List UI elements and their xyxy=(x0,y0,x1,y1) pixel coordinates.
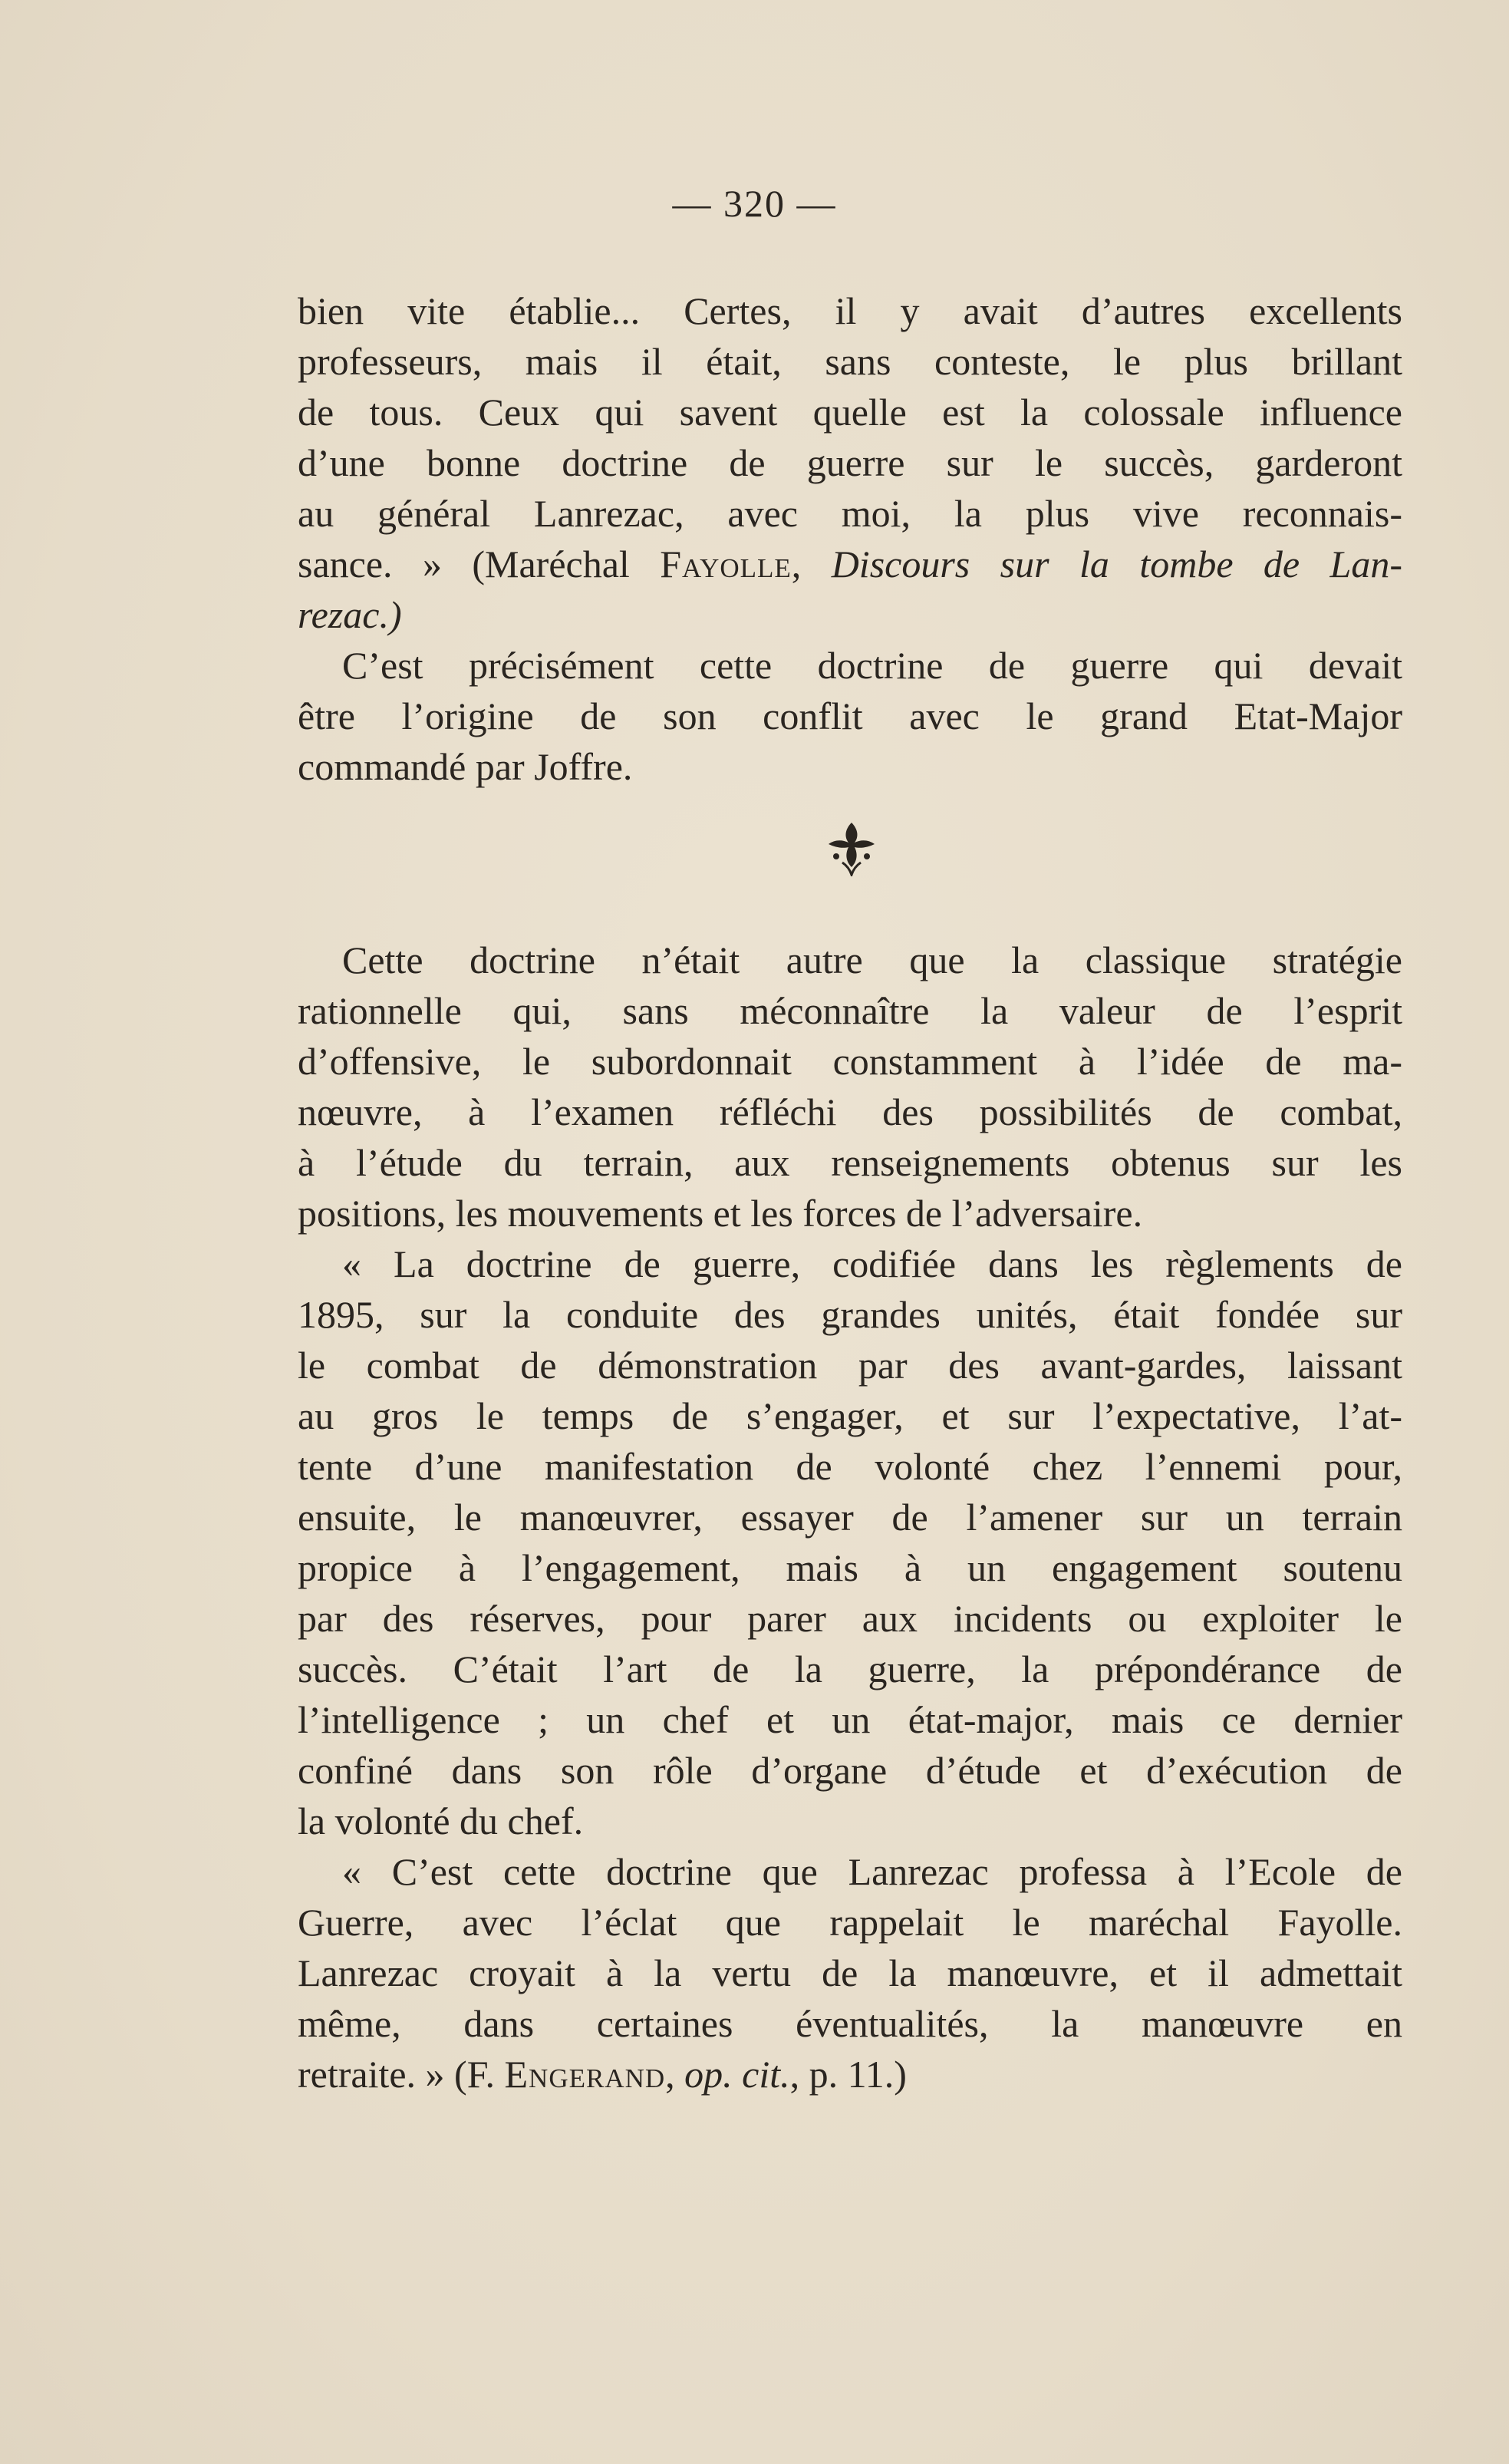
text-line: tente d’une manifestation de volonté chez l’ennemi pour, xyxy=(298,1445,1402,1488)
text-line: d’offensive, le subordonnait constamment à l’idée de ma- xyxy=(298,1040,1402,1083)
text-line: propice à l’engagement, mais à un engagement soutenu xyxy=(298,1546,1402,1589)
text-line: Lanrezac croyait à la vertu de la manœuvre, et il admettait xyxy=(298,1951,1402,1994)
page-number: — 320 — xyxy=(672,182,837,225)
text-run: retraite. » (F. xyxy=(298,2053,505,2096)
text-line: succès. C’était l’art de la guerre, la prépondérance de xyxy=(298,1648,1402,1690)
text-line: « La doctrine de guerre, codifiée dans les règlements de xyxy=(342,1242,1402,1285)
text-line: le combat de démonstration par des avant-gardes, laissant xyxy=(298,1344,1402,1387)
text-line-citation xyxy=(298,539,1402,589)
fleuron-ornament-icon xyxy=(819,818,884,876)
text-line: confiné dans son rôle d’organe d’étude et d’exécution de xyxy=(298,1749,1402,1792)
text-run: , p. 11.) xyxy=(789,2053,907,2096)
text-line: l’intelligence ; un chef et un état-major, mais ce dernier xyxy=(298,1698,1402,1741)
text-run: , xyxy=(665,2053,685,2096)
text-line: de tous. Ceux qui savent quelle est la colossale influence xyxy=(298,391,1402,434)
text-line: par des réserves, pour parer aux incidents ou exploiter le xyxy=(298,1597,1402,1640)
work-title-italic: Discours sur la tombe de Lan- xyxy=(831,543,1403,585)
text-line: à l’étude du terrain, aux renseignements obtenus sur les xyxy=(298,1141,1402,1184)
text-line: être l’origine de son conflit avec le grand Etat-Major xyxy=(298,694,1402,737)
reference-italic: op. cit. xyxy=(684,2053,790,2096)
text-line: au gros le temps de s’engager, et sur l’expectative, l’at- xyxy=(298,1394,1402,1437)
text-line-citation xyxy=(298,2049,1402,2100)
text-run: , xyxy=(791,543,832,585)
text-block-top xyxy=(298,285,1402,792)
text-line: rezac.) xyxy=(298,593,402,636)
text-line: positions, les mouvements et les forces de l’adversaire. xyxy=(298,1192,1143,1235)
text-run: sance. » (Maréchal xyxy=(298,543,661,585)
text-line: nœuvre, à l’examen réfléchi des possibilités de combat, xyxy=(298,1090,1402,1133)
text-line: Guerre, avec l’éclat que rappelait le maréchal Fayolle. xyxy=(298,1901,1402,1944)
text-line: ensuite, le manœuvrer, essayer de l’amener sur un terrain xyxy=(298,1496,1402,1539)
text-line: « C’est cette doctrine que Lanrezac professa à l’Ecole de xyxy=(342,1850,1402,1893)
text-line: même, dans certaines éventualités, la manœuvre en xyxy=(298,2002,1402,2045)
author-name-small-caps: Fayolle xyxy=(660,543,792,585)
text-line: C’est précisément cette doctrine de guerre qui devait xyxy=(342,644,1402,687)
text-line: rationnelle qui, sans méconnaître la valeur de l’esprit xyxy=(298,989,1402,1032)
text-line: bien vite établie... Certes, il y avait d’autres excellents xyxy=(298,289,1402,332)
text-line: la volonté du chef. xyxy=(298,1799,584,1842)
text-line: au général Lanrezac, avec moi, la plus vive reconnais- xyxy=(298,492,1402,535)
text-line: 1895, sur la conduite des grandes unités, était fondée sur xyxy=(298,1293,1402,1336)
text-line: d’une bonne doctrine de guerre sur le succès, garderont xyxy=(298,441,1402,484)
text-line: Cette doctrine n’était autre que la classique stratégie xyxy=(342,938,1402,981)
text-line: commandé par Joffre. xyxy=(298,745,633,788)
text-block-bottom xyxy=(298,935,1402,2100)
author-name-small-caps: Engerand xyxy=(504,2053,666,2096)
text-line: professeurs, mais il était, sans conteste, le plus brillant xyxy=(298,340,1402,383)
